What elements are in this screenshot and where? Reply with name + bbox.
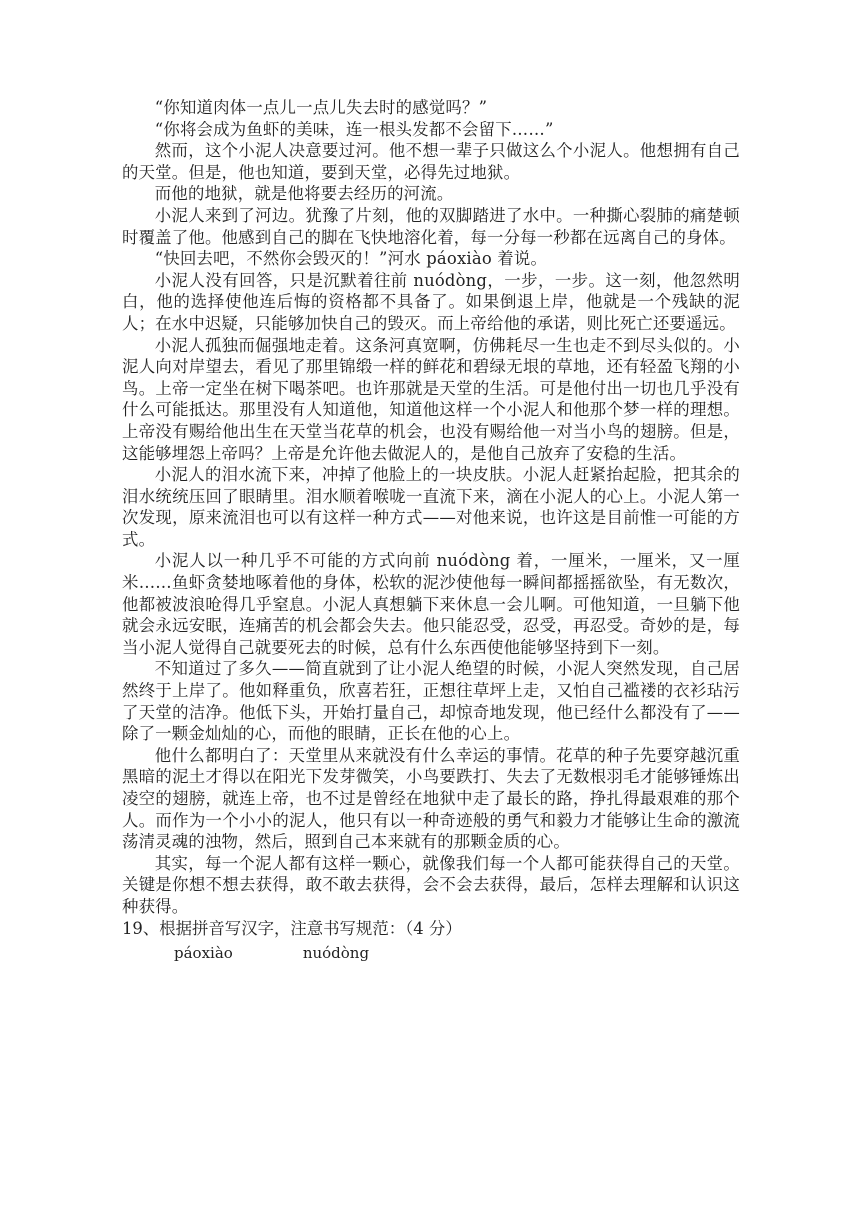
paragraph: 小泥人来到了河边。犹豫了片刻，他的双脚踏进了水中。一种撕心裂肺的痛楚顿时覆盖了他。他感到自己的脚在飞快地溶化着，每一分每一秒都在远离自己的身体。 [122, 205, 740, 247]
paragraph: 而他的地狱，就是他将要去经历的河流。 [154, 184, 454, 204]
paragraph: 然而，这个小泥人决意要过河。他不想一辈子只做这么个小泥人。他想拥有自己的天堂。但是，他也知道，要到天堂，必得先过地狱。 [122, 141, 740, 182]
paragraph: 小泥人的泪水流下来，冲掉了他脸上的一块皮肤。小泥人赶紧抬起脸，把其余的泪水统统压回了眼睛里。泪水顺着喉咙一直流下来，滴在小泥人的心上。小泥人第一次发现，原来流泪也可以有这样一种方式——对他来说，也许这是目前惟一可能的方式。 [122, 465, 740, 549]
paragraph: “你将会成为鱼虾的美味，连一根头发都不会留下……” [154, 119, 554, 139]
pinyin-item: nuódòng [302, 944, 370, 963]
paragraph: 他什么都明白了：天堂里从来就没有什么幸运的事情。花草的种子先要穿越沉重黑暗的泥土才得以在阳光下发芽微笑，小鸟要跌打、失去了无数根羽毛才能够锤炼出凌空的翅膀，就连上帝，也不过是曾经在地狱中走了最长的路，挣扎得最艰难的那个人。而作为一个小小的泥人，他只有以一种奇迹般的勇气和毅力才能够让生命的激流荡清灵魂的浊物，然后，照到自己本来就有的那颗金质的心。 [122, 745, 740, 852]
pinyin-row [122, 939, 740, 967]
paragraph: 不知道过了多久——简直就到了让小泥人绝望的时候，小泥人突然发现，自己居然终于上岸了。他如释重负，欣喜若狂，正想往草坪上走，又怕自己褴褛的衣衫玷污了天堂的洁净。他低下头，开始打量自己，却惊奇地发现，他已经什么都没有了——除了一颗金灿灿的心，而他的眼睛，正长在他的心上。 [122, 659, 740, 744]
pinyin-item: páoxiào [174, 944, 233, 963]
paragraph: 其实，每一个泥人都有这样一颗心，就像我们每一个人都可能获得自己的天堂。关键是你想不想去获得，敢不敢去获得，会不会去获得，最后，怎样去理解和认识这种获得。 [122, 853, 740, 916]
paragraph: 小泥人孤独而倔强地走着。这条河真宽啊，仿佛耗尽一生也走不到尽头似的。小泥人向对岸望去，看见了那里锦缎一样的鲜花和碧绿无垠的草地，还有轻盈飞翔的小鸟。上帝一定坐在树下喝茶吧。也许那就是天堂的生活。可是他付出一切也几乎没有什么可能抵达。那里没有人知道他，知道他这样一个小泥人和他那个梦一样的理想。上帝没有赐给他出生在天堂当花草的机会，也没有赐给他一对当小鸟的翅膀。但是，这能够埋怨上帝吗？上帝是允许他去做泥人的，是他自己放弃了安稳的生活。 [122, 335, 740, 463]
paragraph: 小泥人以一种几乎不可能的方式向前 nuódòng 着，一厘米，一厘米，又一厘米……鱼虾贪婪地啄着他的身体，松软的泥沙使他每一瞬间都摇摇欲坠，有无数次，他都被波浪呛得几乎窒息。小泥人真想躺下来休息一会儿啊。可他知道，一旦躺下他就会永远安眠，连痛苦的机会都会失去。他只能忍受，忍受，再忍受。奇妙的是，每当小泥人觉得自己就要死去的时候，总有什么东西使他能够坚持到下一刻。 [122, 551, 740, 657]
paragraph: 小泥人没有回答，只是沉默着往前 nuódòng，一步，一步。这一刻，他忽然明白，他的选择使他连后悔的资格都不具备了。如果倒退上岸，他就是一个残缺的泥人；在水中迟疑，只能够加快自己的毁灭。而上帝给他的承诺，则比死亡还要遥远。 [122, 270, 740, 333]
question-19: 19、根据拼音写汉字，注意书写规范：（4 分） [122, 918, 462, 938]
passage [122, 97, 740, 918]
paragraph: “快回去吧，不然你会毁灭的！”河水 páoxiào 着说。 [154, 249, 548, 269]
paragraph: “你知道肉体一点儿一点儿失去时的感觉吗？” [154, 98, 488, 117]
